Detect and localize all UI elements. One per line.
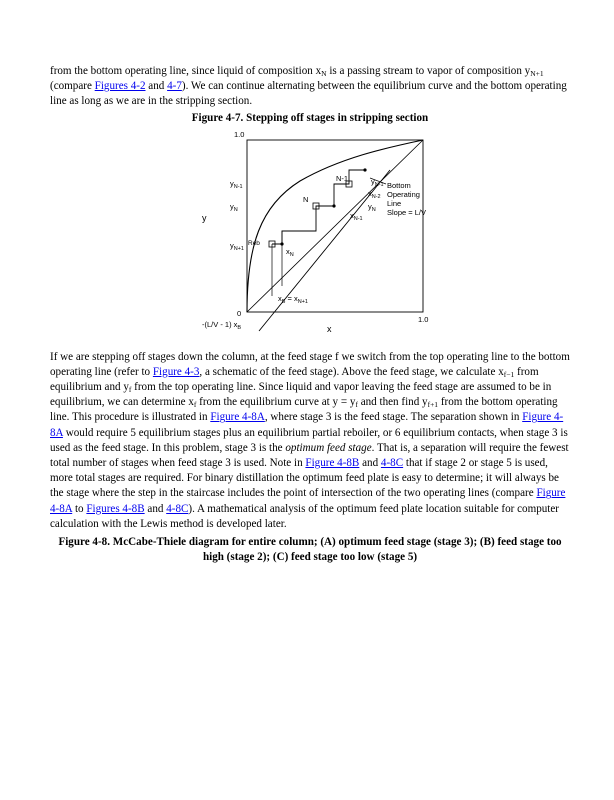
diagonal-line bbox=[247, 140, 423, 312]
yN+1-label: $y_{N+1}$ bbox=[230, 240, 244, 252]
text: ). A mathematical analysis of the optimum feed plate location suitable for computer calculation with the Lewis method is developed later. bbox=[50, 502, 559, 530]
paragraph-2 bbox=[50, 350, 570, 532]
text: from the bottom operating line, since liquid of composition x bbox=[50, 65, 322, 77]
text: (compare bbox=[50, 80, 95, 93]
subscript: f bbox=[193, 400, 197, 410]
text: to bbox=[72, 502, 87, 515]
link-figure-4-7[interactable]: 4-7 bbox=[167, 80, 182, 93]
op-line-label-3: Line bbox=[387, 198, 402, 208]
subscript: f+1 bbox=[427, 400, 439, 410]
x-axis-label: x bbox=[327, 323, 332, 334]
figure-4-7 bbox=[50, 126, 570, 342]
text: and then find y bbox=[357, 396, 428, 409]
point-xN-1 bbox=[332, 204, 335, 207]
subscript: N+1 bbox=[530, 69, 544, 78]
text: from the equilibrium curve at y = y bbox=[196, 396, 356, 409]
subscript: f bbox=[355, 400, 358, 410]
text: and bbox=[145, 80, 168, 93]
top-value: 1.0 bbox=[234, 129, 245, 139]
figure-4-8-caption: Figure 4-8. McCabe-Thiele diagram for entire column; (A) optimum feed stage (stage 3); (B) feed stage too high (stage 2); (C) feed stage too low (stage 5) bbox=[58, 536, 562, 564]
text: , where stage 3 is the feed stage. The separation shown in bbox=[264, 411, 523, 424]
paragraph-1 bbox=[50, 64, 570, 110]
stage-N-label: N bbox=[303, 194, 309, 204]
text: ). We can continue alternating between the equilibrium curve and the bottom operating line as long as we are in the stripping section. bbox=[50, 80, 567, 108]
xN-2-label: $x_{N-2}$ bbox=[368, 188, 381, 200]
text: from the bottom operating line. This procedure is illustrated in bbox=[50, 396, 558, 424]
link-figure-4-8a[interactable]: Figure 4-8A bbox=[210, 411, 265, 424]
link-figure-4-8c[interactable]: 4-8C bbox=[380, 457, 404, 470]
yN-label: $y_N$ bbox=[230, 201, 238, 213]
yN-1-right-label: $y_{N-1}$ bbox=[371, 176, 384, 188]
right-value: 1.0 bbox=[418, 314, 429, 324]
xB-label: $x_B = x_{N+1}$ bbox=[278, 293, 308, 305]
subscript: N bbox=[321, 69, 327, 78]
emphasis: optimum feed stage bbox=[285, 441, 372, 454]
op-line-label-4: Slope = L/V bbox=[387, 207, 426, 217]
text: If we are stepping off stages down the column, at the feed stage f we switch from the top operating line to the bottom operating line (refer to bbox=[50, 350, 570, 378]
link-figure-4-8b[interactable]: Figure 4-8B bbox=[305, 457, 360, 470]
op-line-label-2: Operating bbox=[387, 189, 420, 199]
subscript: f−1 bbox=[503, 369, 515, 379]
link-figure-4-3[interactable]: Figure 4-3 bbox=[152, 365, 200, 378]
page bbox=[50, 64, 570, 565]
text: would require 5 equilibrium stages plus an equilibrium partial reboiler, or 6 equilibrium contacts, when stage 3 is used as the feed stage. In this problem, stage 3 is the bbox=[50, 426, 568, 454]
text: , a schematic of the feed stage). Above the feed stage, we calculate x bbox=[199, 365, 504, 378]
link-figure-4-8a-3[interactable]: Figure 4-8A bbox=[50, 487, 566, 515]
origin: 0 bbox=[237, 308, 242, 318]
text: that if stage 2 or stage 5 is used, more total stages are required. For binary distillation the optimum feed plate is easy to determine; it will always be the stage where the step in the staircase includes the point of intersection of the two operating lines (compare bbox=[50, 457, 559, 500]
text: and bbox=[144, 502, 167, 515]
text: from the top operating line. Since liquid and vapor leaving the feed stage are assumed to be in equilibrium, we can determine x bbox=[50, 381, 552, 409]
link-figures-4-8b[interactable]: Figures 4-8B bbox=[86, 502, 145, 515]
subscript: f bbox=[128, 385, 132, 395]
point-xN-2 bbox=[363, 168, 366, 171]
link-figures-4-2[interactable]: Figures 4-2 bbox=[94, 80, 146, 93]
intercept-label: -(L/V - 1) $x_B$ bbox=[202, 319, 242, 331]
reboiler-label: Reb bbox=[248, 239, 260, 247]
text: and bbox=[359, 457, 381, 470]
y-axis-label: y bbox=[202, 212, 207, 223]
mccabe-thiele-stripping-diagram bbox=[190, 126, 434, 342]
link-figure-4-8c-2[interactable]: 4-8C bbox=[166, 502, 189, 515]
text: is a passing stream to vapor of composition y bbox=[326, 65, 531, 77]
xN-label: $x_N$ bbox=[286, 246, 294, 258]
text: from equilibrium and y bbox=[50, 365, 539, 394]
link-figure-4-8a-2[interactable]: Figure 4-8A bbox=[50, 411, 564, 439]
figure-4-7-caption: Figure 4-7. Stepping off stages in stripping section bbox=[191, 111, 429, 124]
xN-1-label: $x_{N-1}$ bbox=[350, 210, 363, 222]
stage-N-1-label: N-1 bbox=[336, 173, 349, 183]
op-line-label-1: Bottom bbox=[387, 180, 411, 190]
text: . That is, a separation will require the fewest total number of stages when feed stage 3 is used. Note in bbox=[50, 441, 569, 470]
point-xN bbox=[280, 242, 283, 245]
yN-right-label: $y_N$ bbox=[368, 201, 376, 213]
yN-1-label: $y_{N-1}$ bbox=[230, 178, 243, 190]
